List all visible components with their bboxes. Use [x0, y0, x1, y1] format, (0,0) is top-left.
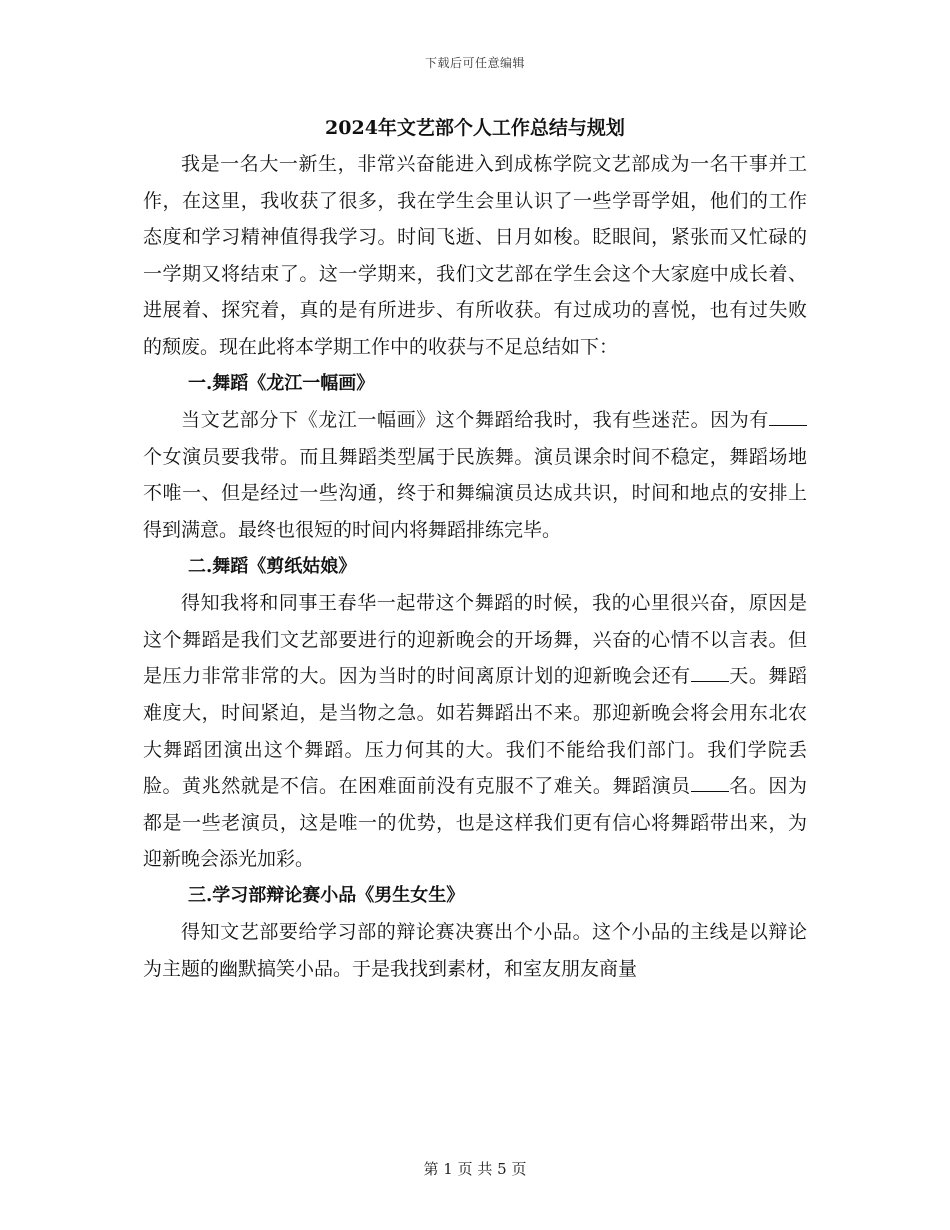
intro-paragraph: 我是一名大一新生，非常兴奋能进入到成栋学院文艺部成为一名干事并工作，在这里，我收获了很多，我在学生会里认识了一些学哥学姐，他们的工作态度和学习精神值得我学习。时间飞逝、日月如梭。眨眼间，紧张而又忙碌的一学期又将结束了。这一学期来，我们文艺部在学生会这个大家庭中成长着、进展着、探究着，真的是有所进步、有所收获。有过成功的喜悦，也有过失败的颓废。现在此将本学期工作中的收获与不足总结如下：	[143, 153, 807, 358]
fill-in-blank	[769, 407, 807, 426]
page-footer: 第 1 页 共 5 页	[423, 1160, 527, 1178]
section-heading-1: 一.舞蹈《龙江一幅画》	[188, 372, 375, 394]
section-2-text-c: 名。因为都是一些老演员，这是唯一的优势，也是这样我们更有信心将舞蹈带出来，为迎新晚会添光加彩。	[143, 775, 807, 871]
section-2-text-b: 天。舞蹈难度大，时间紧迫，是当物之急。如若舞蹈出不来。那迎新晚会将会用东北农大舞蹈团演出这个舞蹈。压力何其的大。我们不能给我们部门。我们学院丢脸。黄兆然就是不信。在困难面前没有克服不了难关。舞蹈演员	[143, 665, 807, 798]
section-paragraph-2	[143, 585, 807, 878]
document-title: 2024年文艺部个人工作总结与规划	[325, 117, 625, 139]
section-2-text-a: 得知我将和同事王春华一起带这个舞蹈的时候，我的心里很兴奋，原因是这个舞蹈是我们文艺部要进行的迎新晚会的开场舞，兴奋的心情不以言表。但是压力非常非常的大。因为当时的时间离原计划的迎新晚会还有	[143, 592, 807, 688]
fill-in-blank	[691, 663, 729, 682]
section-1-text-b: 个女演员要我带。而且舞蹈类型属于民族舞。演员课余时间不稳定，舞蹈场地不唯一、但是经过一些沟通，终于和舞编演员达成共识，时间和地点的安排上得到满意。最终也很短的时间内将舞蹈排练完毕。	[143, 445, 807, 541]
section-paragraph-1	[143, 402, 807, 548]
section-heading-3: 三.学习部辩论赛小品《男生女生》	[188, 884, 465, 906]
header-note: 下载后可任意编辑	[424, 56, 525, 70]
section-1-text-a: 当文艺部分下《龙江一幅画》这个舞蹈给我时，我有些迷茫。因为有	[181, 409, 769, 432]
section-paragraph-3: 得知文艺部要给学习部的辩论赛决赛出个小品。这个小品的主线是以辩论为主题的幽默搞笑小品。于是我找到素材，和室友朋友商量	[143, 921, 807, 981]
fill-in-blank	[691, 773, 729, 792]
document-body	[143, 110, 807, 988]
section-heading-2: 二.舞蹈《剪纸姑娘》	[188, 555, 357, 577]
